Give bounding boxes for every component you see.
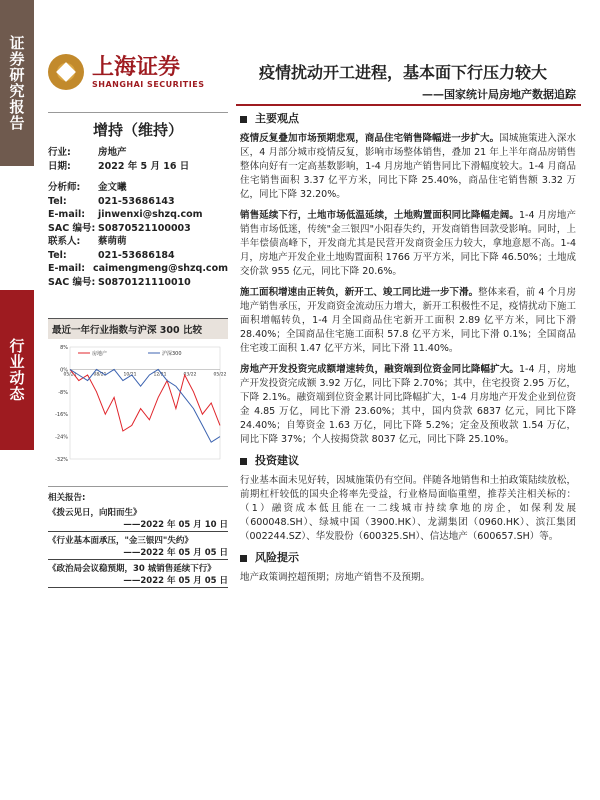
- industry-key: 行业:: [48, 147, 71, 158]
- related-reports: [48, 486, 228, 591]
- logo-cn-text: 上海证券: [92, 54, 181, 80]
- paragraph: 房地产开发投资完成额增速转负，融资端到位资金同比降幅扩大。1-4 月，房地产开发投资完成额 3.92 万亿，同比下降 2.70%；其中，住宅投资 2.95 万亿，下降 2.1%。融资端到位资金累计同比降幅扩大，1-4 月房地产开发企业到位资金 4.85 万亿，同比下滑 23.60%；其中，国内贷款 6837 亿元，同比下降 24.40%；自筹资金 1.63 万亿，同比下降 5.2%；定金及预收款 1.54 万亿，同比下降 37%；个人按揭贷款 8037 亿元，同比下降 25.10%。: [240, 364, 576, 445]
- paragraph: 行业基本面未见好转，因城施策仍有空间。伴随各地销售和土拍政策陆续放松，前期杠杆较低的国央企将率先受益，行业格局面临重塑，推荐关注相关标的：（1）融资成本低且能在一二线城市持续拿地的房企，如保利发展（600048.SH）、绿城中国（3900.HK）、龙湖集团（0960.HK）、滨江集团（002244.SZ）、华发股份（600325.SH）、信达地产（600657.SH）等。: [240, 475, 576, 542]
- date-value: 2022 年 5 月 16 日: [98, 160, 190, 172]
- series-line: [70, 369, 220, 431]
- contact-value: 蔡萌萌: [98, 236, 127, 247]
- related-item[interactable]: 《行业基本面承压，"金三银四"失约》 ——2022 年 05 月 05 日: [48, 536, 228, 558]
- paragraph: 疫情反复叠加市场预期悲观，商品住宅销售降幅进一步扩大。国城施策进入深水区，4 月部分城市疫情反复，影响市场整体销售，叠加 21 年上半年商品房销售整体向好有一定高基数影响，1-4 月房地产销售同比下滑幅度较大。1-4 月商品住宅销售面积 3.37 亿平方米，同比下降 25.40%，商品住宅销售额 3.32 万亿，同比下降 32.20%。: [240, 133, 576, 200]
- email2-value[interactable]: caimengmeng@shzq.com: [92, 263, 228, 274]
- contact-key: 联系人:: [48, 236, 81, 247]
- x-tick-label: 10/21: [123, 372, 137, 378]
- logo-en-text: SHANGHAI SECURITIES: [92, 79, 205, 89]
- x-tick-label: 03/22: [183, 372, 197, 378]
- legend-label: 沪深300: [162, 351, 182, 357]
- analyst-key: 分析师:: [48, 182, 81, 193]
- email1-key: E-mail:: [48, 209, 86, 220]
- industry-value: 房地产: [98, 147, 127, 158]
- legend-label: 房地产: [92, 351, 108, 357]
- related-title: 相关报告:: [48, 493, 86, 503]
- x-tick-label: 12/21: [153, 372, 167, 378]
- email2-key: E-mail:: [48, 263, 86, 274]
- category-strip: [0, 290, 34, 450]
- email1-value[interactable]: jinwenxi@shzq.com: [98, 209, 203, 220]
- company-logo: [48, 54, 204, 90]
- chart-title: 最近一年行业指数与沪深 300 比较: [48, 319, 228, 339]
- category-label: 行业动态: [7, 338, 26, 402]
- sac2-key: SAC 编号:: [48, 276, 96, 288]
- bullet-square-icon: [240, 116, 247, 123]
- paragraph: 地产政策调控超预期；房地产销售不及预期。: [240, 572, 431, 583]
- section-heading: 风险提示: [240, 551, 576, 565]
- report-title: 疫情扰动开工进程，基本面下行压力较大: [258, 63, 547, 82]
- tel1-value: 021-53686143: [98, 195, 175, 207]
- tel2-key: Tel:: [48, 249, 67, 261]
- y-tick-label: 8%: [60, 345, 68, 351]
- report-subtitle: ——国家统计局房地产数据追踪: [422, 88, 576, 101]
- chart-svg: [48, 339, 228, 467]
- info-sidebar: [48, 112, 228, 289]
- main-content: [240, 108, 576, 592]
- rating: 增持（维持）: [48, 112, 228, 146]
- section-heading: 投资建议: [240, 454, 576, 468]
- section-heading: 主要观点: [240, 112, 576, 126]
- analyst-value: 金文曦: [98, 182, 127, 193]
- index-comparison-chart: [48, 318, 228, 469]
- bullet-square-icon: [240, 555, 247, 562]
- x-tick-label: 05/22: [213, 372, 227, 378]
- tel1-key: Tel:: [48, 195, 67, 207]
- y-tick-label: -16%: [55, 412, 68, 419]
- x-tick-label: 08/21: [93, 372, 107, 378]
- logo-emblem-icon: [48, 54, 84, 90]
- report-type-label: 证券研究报告: [7, 35, 26, 131]
- related-item[interactable]: 《政治局会议稳预期，30 城销售延续下行》 ——2022 年 05 月 05 日: [48, 564, 228, 586]
- sac1-key: SAC 编号:: [48, 222, 96, 234]
- tel2-value: 021-53686184: [98, 249, 175, 261]
- paragraph: 施工面积增速由正转负，新开工、竣工同比进一步下滑。整体来看，前 4 个月房地产销售承压，开发商资金流动压力增大，新开工积极性不足，疫情扰动下施工面积增幅转负，1-4 月全国商品住宅新开工面积 2.89 亿平方米，同比下滑 28.40%；全国商品住宅施工面积 57.8 亿平方米，同比下滑 0.1%；全国商品住宅竣工面积 1.47 亿平方米，同比下滑 11.40%。: [240, 287, 576, 354]
- paragraph: 销售延续下行，土地市场低温延续，土地购置面积同比降幅走阔。1-4 月房地产销售市场低迷，传统"金三银四"小阳春失约，开发商销售回款受影响。同时，上半年偿债高峰下，开发商尤其是民营开发商资金压力较大，拿地意愿不高。1-4 月，房地产开发企业土地购置面积 1766 万平方米，同比下降 46.50%；土地成交价款 955 亿元，同比下降 20.6%。: [240, 210, 576, 277]
- header-divider: [236, 104, 581, 106]
- y-tick-label: 0%: [60, 367, 68, 374]
- y-tick-label: -32%: [55, 457, 68, 463]
- y-tick-label: -8%: [58, 389, 68, 396]
- sac1-value: S0870521100003: [98, 222, 191, 234]
- report-type-strip: [0, 0, 34, 166]
- series-line: [70, 369, 220, 442]
- related-item[interactable]: 《拨云见日，向阳而生》 ——2022 年 05 月 10 日: [48, 508, 228, 530]
- date-key: 日期:: [48, 160, 71, 172]
- sac2-value: S0870121110010: [98, 276, 191, 288]
- bullet-square-icon: [240, 458, 247, 465]
- y-tick-label: -24%: [55, 434, 68, 441]
- x-tick-label: 05/21: [63, 372, 77, 378]
